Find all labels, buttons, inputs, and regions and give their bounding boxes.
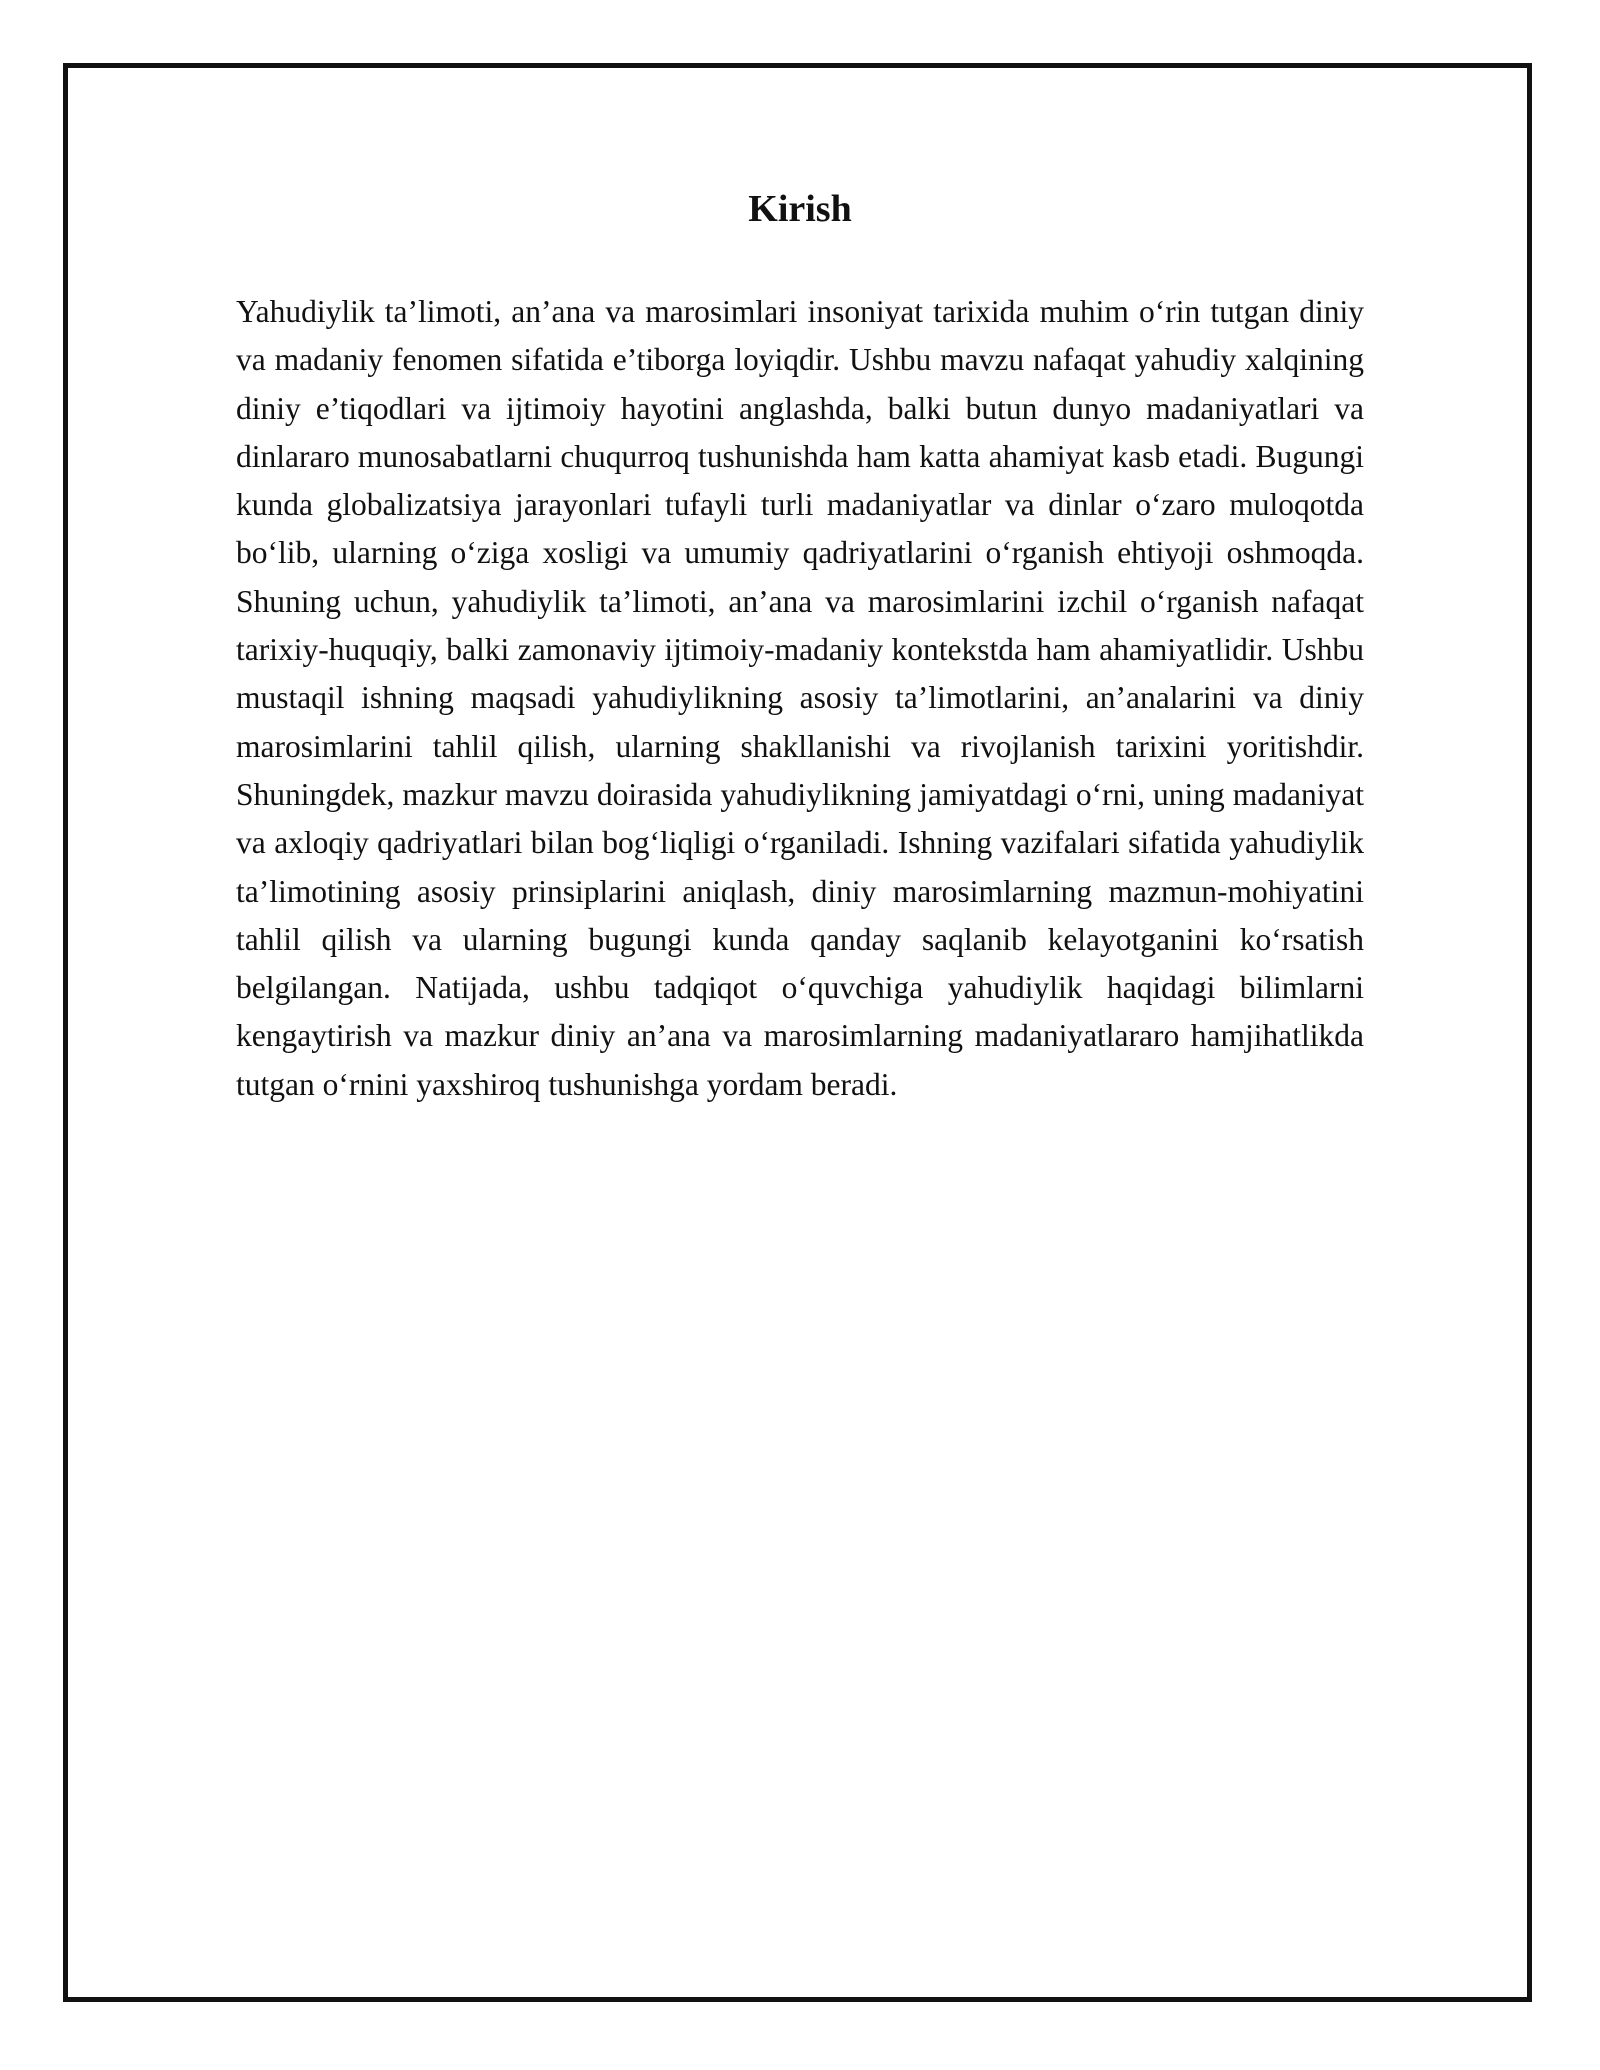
- page-title: Kirish: [748, 188, 852, 230]
- body-paragraph: Yahudiylik ta’limoti, an’ana va marosimlari insoniyat tarixida muhim o‘rin tutgan diniy va madaniy fenomen sifatida e’tiborga loyiqdir. Ushbu mavzu nafaqat yahudiy xalqining diniy e’tiqodlari va ijtimoiy hayotini anglashda, balki butun dunyo madaniyatlari va dinlararo munosabatlarni chuqurroq tushunishda ham katta ahamiyat kasb etadi. Bugungi kunda globalizatsiya jarayonlari tufayli turli madaniyatlar va dinlar o‘zaro muloqotda bo‘lib, ularning o‘ziga xosligi va umumiy qadriyatlarini o‘rganish ehtiyoji oshmoqda. Shuning uchun, yahudiylik ta’limoti, an’ana va marosimlarini izchil o‘rganish nafaqat tarixiy-huquqiy, balki zamonaviy ijtimoiy-madaniy kontekstda ham ahamiyatlidir. Ushbu mustaqil ishning maqsadi yahudiylikning asosiy ta’limotlarini, an’analarini va diniy marosimlarini tahlil qilish, ularning shakllanishi va rivojlanish tarixini yoritishdir. Shuningdek, mazkur mavzu doirasida yahudiylikning jamiyatdagi o‘rni, uning madaniyat va axloqiy qadriyatlari bilan bog‘liqligi o‘rganiladi. Ishning vazifalari sifatida yahudiylik ta’limotining asosiy prinsiplarini aniqlash, diniy marosimlarning mazmun-mohiyatini tahlil qilish va ularning bugungi kunda qanday saqlanib kelayotganini ko‘rsatish belgilangan. Natijada, ushbu tadqiqot o‘quvchiga yahudiylik haqidagi bilimlarni kengaytirish va mazkur diniy an’ana va marosimlarning madaniyatlararo hamjihatlikda tutgan o‘rnini yaxshiroq tushunishga yordam beradi.: [236, 294, 1364, 1102]
